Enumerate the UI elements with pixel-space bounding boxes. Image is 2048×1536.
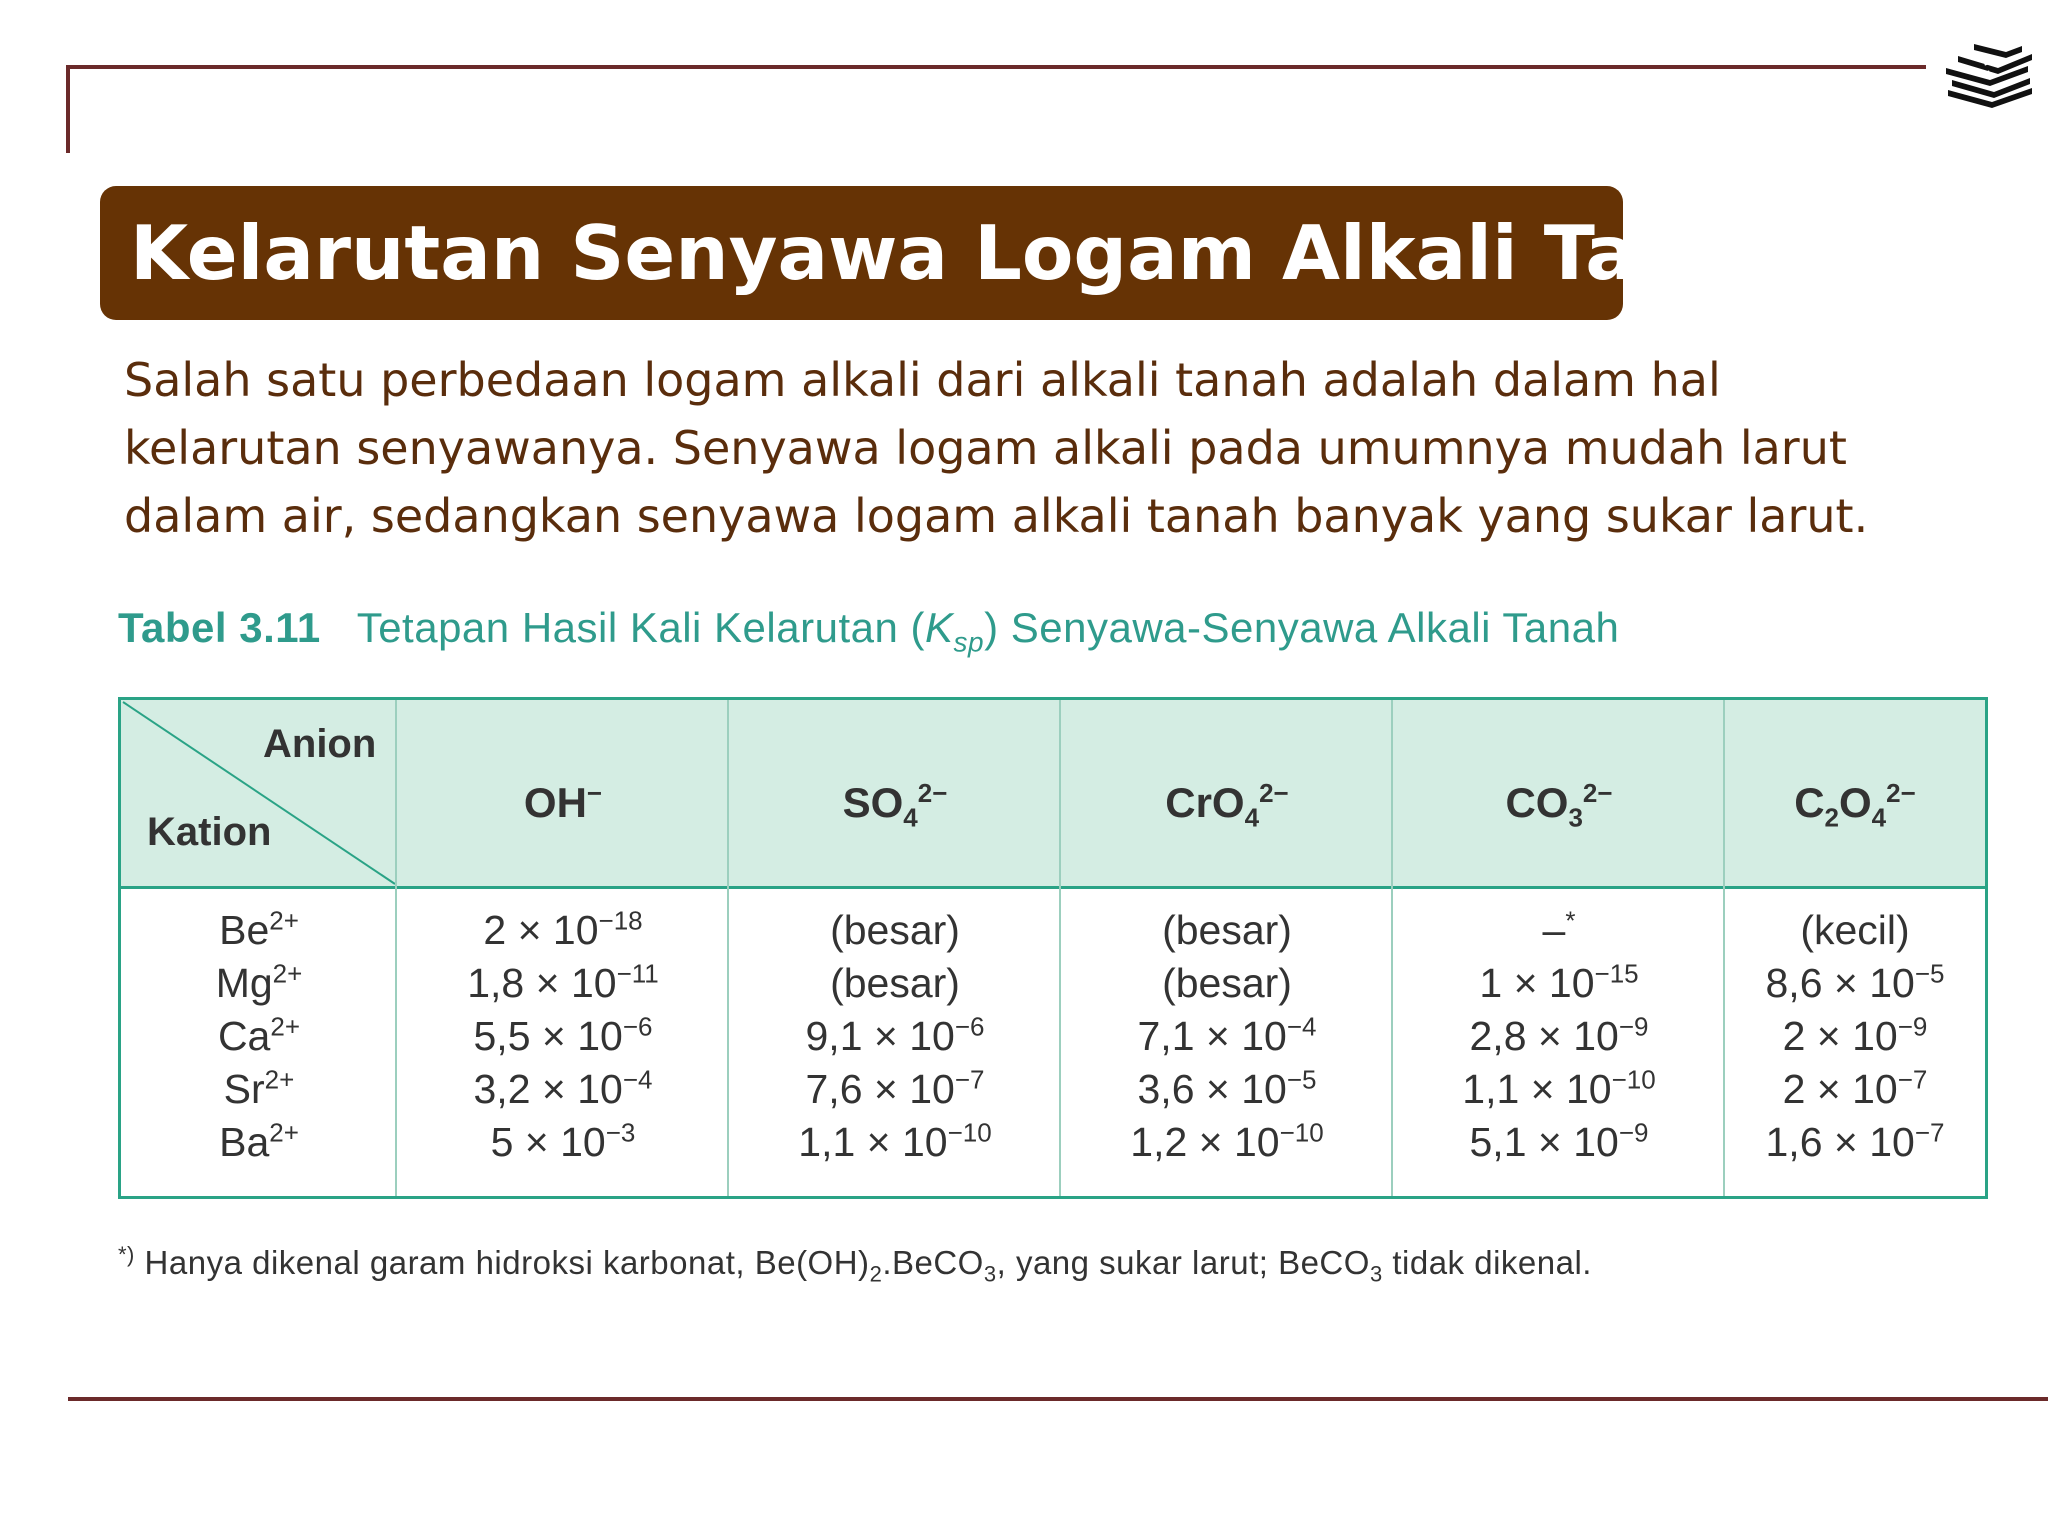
ksp-cell: [1725, 957, 1985, 1010]
cell-text: 1,1 × 10: [798, 1119, 948, 1165]
superscript: −15: [1594, 958, 1639, 989]
frame-left-line: [66, 65, 70, 153]
slide-title-banner: [100, 186, 1794, 320]
subscript: 3: [983, 1261, 997, 1287]
subscript: 2: [1824, 802, 1839, 833]
superscript: −7: [1914, 1117, 1945, 1148]
superscript: −18: [598, 905, 643, 936]
column-c2o4: [1725, 904, 1985, 1169]
cell-text: (besar): [830, 907, 960, 953]
cell-text: (besar): [830, 960, 960, 1006]
superscript: 2−: [1886, 778, 1916, 808]
cell-text: .BeCO: [882, 1244, 984, 1281]
cell-text: Be: [219, 907, 270, 953]
ksp-cell: [1725, 904, 1985, 957]
cell-text: 3,6 × 10: [1137, 1066, 1287, 1112]
footnote-mark: *): [118, 1242, 135, 1267]
ksp-cell: [1061, 1063, 1393, 1116]
superscript: −5: [1286, 1064, 1317, 1095]
superscript: 2+: [269, 1117, 299, 1148]
superscript: 2−: [1259, 778, 1289, 808]
cation-cell: [121, 1116, 397, 1169]
table-footnote: [118, 1242, 1592, 1288]
header-cro4: [1061, 700, 1393, 886]
ksp-cell: [1061, 957, 1393, 1010]
ksp-cell: [397, 1063, 729, 1116]
cell-text: 2 × 10: [1782, 1066, 1898, 1112]
slide-title: Kelarutan Senyawa Logam Alkali Tanah: [130, 209, 1794, 297]
superscript: 2+: [264, 1064, 295, 1095]
ksp-subscript: sp: [953, 626, 985, 658]
cell-text: Mg: [215, 960, 273, 1006]
intro-line: dalam air, sedangkan senyawa logam alkali tanah banyak yang sukar larut.: [124, 489, 1869, 543]
column-cro4: [1061, 904, 1393, 1169]
cell-text: 7,1 × 10: [1137, 1013, 1287, 1059]
superscript: −3: [605, 1117, 636, 1148]
cell-text: Ca: [217, 1013, 271, 1059]
cell-text: C: [1794, 779, 1825, 826]
ksp-symbol: K: [925, 604, 954, 651]
cell-text: 1,1 × 10: [1462, 1066, 1612, 1112]
cell-text: –: [1542, 907, 1566, 953]
table-caption-text-end: ) Senyawa-Senyawa Alkali Tanah: [984, 604, 1620, 651]
cell-text: 1,2 × 10: [1130, 1119, 1280, 1165]
ksp-cell: [1725, 1116, 1985, 1169]
subscript: 4: [1871, 802, 1887, 833]
ksp-cell: [1725, 1010, 1985, 1063]
subscript: 4: [903, 802, 918, 833]
subscript: 2: [869, 1261, 883, 1287]
cell-text: 2 × 10: [1782, 1013, 1898, 1059]
superscript: −10: [1279, 1117, 1324, 1148]
frame-bottom-line: [68, 1397, 2048, 1401]
superscript: 2+: [269, 905, 299, 936]
superscript: −10: [947, 1117, 992, 1148]
ksp-cell: [397, 1116, 729, 1169]
cell-text: (besar): [1162, 960, 1292, 1006]
cell-text: tidak dikenal.: [1382, 1244, 1592, 1281]
superscript: −: [586, 778, 603, 808]
ksp-cell: [729, 904, 1061, 957]
cell-text: O: [1839, 779, 1872, 826]
superscript: −4: [622, 1064, 653, 1095]
frame-top-line: [66, 65, 1926, 69]
superscript: 2+: [272, 958, 303, 989]
column-cations: [121, 904, 397, 1169]
ksp-cell: [397, 904, 729, 957]
cell-text: 1,6 × 10: [1765, 1119, 1915, 1165]
cell-text: 9,1 × 10: [805, 1013, 955, 1059]
ksp-table: [118, 697, 1988, 1199]
intro-line: Salah satu perbedaan logam alkali dari alkali tanah adalah dalam hal: [124, 353, 1721, 407]
ksp-cell: [1061, 904, 1393, 957]
ksp-cell: [1393, 1010, 1725, 1063]
superscript: −9: [1618, 1117, 1649, 1148]
cell-text: OH: [523, 779, 587, 826]
table-caption-text: Tetapan Hasil Kali Kelarutan (: [356, 604, 925, 651]
header-oh: [397, 700, 729, 886]
cell-text: 1,8 × 10: [467, 960, 617, 1006]
superscript: *: [1565, 905, 1576, 936]
cell-text: 5,1 × 10: [1469, 1119, 1619, 1165]
cell-text: SO: [842, 779, 904, 826]
cation-cell: [121, 957, 397, 1010]
subscript: 3: [1568, 802, 1583, 833]
superscript: −7: [954, 1064, 985, 1095]
ksp-cell: [397, 1010, 729, 1063]
subscript: 4: [1244, 802, 1260, 833]
cell-text: (kecil): [1800, 907, 1910, 953]
superscript: −6: [954, 1011, 985, 1042]
superscript: 2−: [1582, 778, 1613, 808]
ksp-cell: [729, 1010, 1061, 1063]
ksp-cell: [1393, 1063, 1725, 1116]
ksp-cell: [729, 957, 1061, 1010]
cation-cell: [121, 1063, 397, 1116]
ksp-cell: [1061, 1010, 1393, 1063]
superscript: 2−: [917, 778, 948, 808]
superscript: −9: [1897, 1011, 1928, 1042]
corner-label-kation: Kation: [147, 810, 272, 854]
table-caption-label: Tabel 3.11: [118, 604, 321, 651]
superscript: −4: [1286, 1011, 1317, 1042]
cell-text: 2,8 × 10: [1469, 1013, 1619, 1059]
corner-label-anion: Anion: [263, 722, 377, 766]
subscript: 3: [1369, 1261, 1383, 1287]
cell-text: 8,6 × 10: [1765, 960, 1915, 1006]
ksp-cell: [729, 1063, 1061, 1116]
cell-text: 5 × 10: [490, 1119, 606, 1165]
cell-text: Hanya dikenal garam hidroksi karbonat, Be(OH): [134, 1244, 870, 1281]
column-oh: [397, 904, 729, 1169]
cell-text: Sr: [223, 1066, 265, 1112]
cell-text: CrO: [1165, 779, 1245, 826]
cell-text: 1 × 10: [1479, 960, 1595, 1006]
ksp-cell: [729, 1116, 1061, 1169]
cell-text: , yang sukar larut; BeCO: [996, 1244, 1370, 1281]
superscript: −10: [1611, 1064, 1656, 1095]
header-so4: [729, 700, 1061, 886]
superscript: −9: [1618, 1011, 1649, 1042]
header-c2o4: [1725, 700, 1985, 886]
table-caption: [118, 604, 1619, 658]
cell-text: 7,6 × 10: [805, 1066, 955, 1112]
cell-text: 3,2 × 10: [473, 1066, 623, 1112]
ksp-cell: [1061, 1116, 1393, 1169]
stacked-books-icon: [1944, 42, 2036, 108]
ksp-cell: [1393, 904, 1725, 957]
superscript: −5: [1914, 958, 1945, 989]
cation-cell: [121, 1010, 397, 1063]
cation-cell: [121, 904, 397, 957]
superscript: −11: [616, 958, 659, 989]
superscript: 2+: [270, 1011, 301, 1042]
ksp-cell: [1725, 1063, 1985, 1116]
cell-text: (besar): [1162, 907, 1292, 953]
cell-text: 2 × 10: [483, 907, 599, 953]
intro-line: kelarutan senyawanya. Senyawa logam alkali pada umumnya mudah larut: [124, 421, 1847, 475]
cell-text: CO: [1505, 779, 1569, 826]
ksp-cell: [397, 957, 729, 1010]
ksp-cell: [1393, 1116, 1725, 1169]
column-co3: [1393, 904, 1725, 1169]
ksp-cell: [1393, 957, 1725, 1010]
superscript: −7: [1897, 1064, 1928, 1095]
cell-text: 5,5 × 10: [473, 1013, 623, 1059]
cell-text: Ba: [219, 1119, 270, 1165]
intro-paragraph: [124, 346, 1954, 550]
column-so4: [729, 904, 1061, 1169]
header-co3: [1393, 700, 1725, 886]
superscript: −6: [622, 1011, 653, 1042]
table-header-row: [121, 700, 1985, 889]
